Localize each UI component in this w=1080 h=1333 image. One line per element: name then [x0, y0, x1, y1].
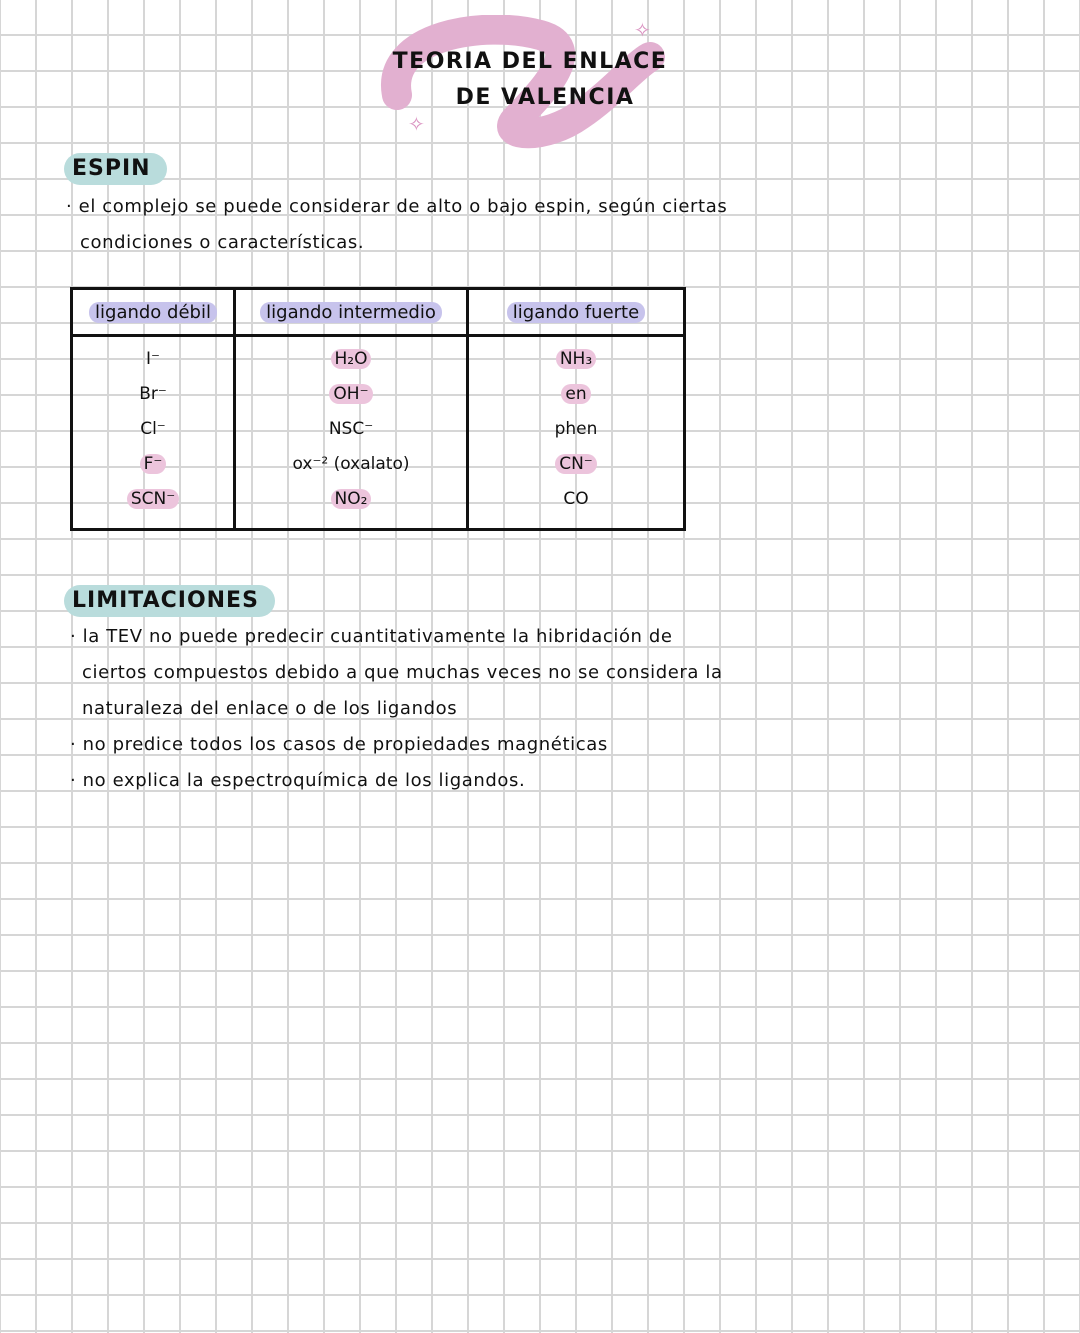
section-heading-limitaciones: LIMITACIONES — [64, 585, 275, 617]
page-title — [380, 44, 680, 116]
table-cell: phen — [468, 411, 685, 446]
title-line-1: TEORIA DEL ENLACE — [392, 49, 668, 74]
table-cell: OH⁻ — [235, 376, 468, 411]
table-cell: I⁻ — [72, 336, 235, 377]
sparkle-icon: ✧ — [408, 112, 425, 136]
espin-bullet-line-1: · el complejo se puede considerar de alto o bajo espin, según ciertas — [66, 196, 728, 217]
table-cell: CN⁻ — [468, 446, 685, 481]
table-cell: en — [468, 376, 685, 411]
table-cell: ox⁻² (oxalato) — [235, 446, 468, 481]
table-row — [72, 376, 685, 411]
table-cell: NH₃ — [468, 336, 685, 377]
ligand-table — [70, 287, 686, 531]
limitaciones-line-5: · no explica la espectroquímica de los ligandos. — [70, 770, 526, 791]
table-cell: NO₂ — [235, 481, 468, 530]
table-cell: SCN⁻ — [72, 481, 235, 530]
limitaciones-line-3: naturaleza del enlace o de los ligandos — [82, 698, 458, 719]
table-cell: Br⁻ — [72, 376, 235, 411]
title-line-2: DE VALENCIA — [455, 85, 635, 110]
table-row — [72, 411, 685, 446]
header-strong-ligand: ligando fuerte — [468, 289, 685, 336]
table-cell: H₂O — [235, 336, 468, 377]
table-row — [72, 446, 685, 481]
table-cell: F⁻ — [72, 446, 235, 481]
limitaciones-line-2: ciertos compuestos debido a que muchas veces no se considera la — [82, 662, 723, 683]
header-intermediate-ligand: ligando intermedio — [235, 289, 468, 336]
table-cell: Cl⁻ — [72, 411, 235, 446]
table-row — [72, 481, 685, 530]
espin-bullet-line-2: condiciones o características. — [80, 232, 365, 253]
header-weak-ligand: ligando débil — [72, 289, 235, 336]
table-cell: NSC⁻ — [235, 411, 468, 446]
limitaciones-line-4: · no predice todos los casos de propiedades magnéticas — [70, 734, 608, 755]
table-header-row — [72, 289, 685, 336]
section-heading-espin: ESPIN — [64, 153, 167, 185]
sparkle-icon: ✧ — [634, 18, 651, 42]
table-cell: CO — [468, 481, 685, 530]
table-row — [72, 336, 685, 377]
limitaciones-line-1: · la TEV no puede predecir cuantitativamente la hibridación de — [70, 626, 673, 647]
